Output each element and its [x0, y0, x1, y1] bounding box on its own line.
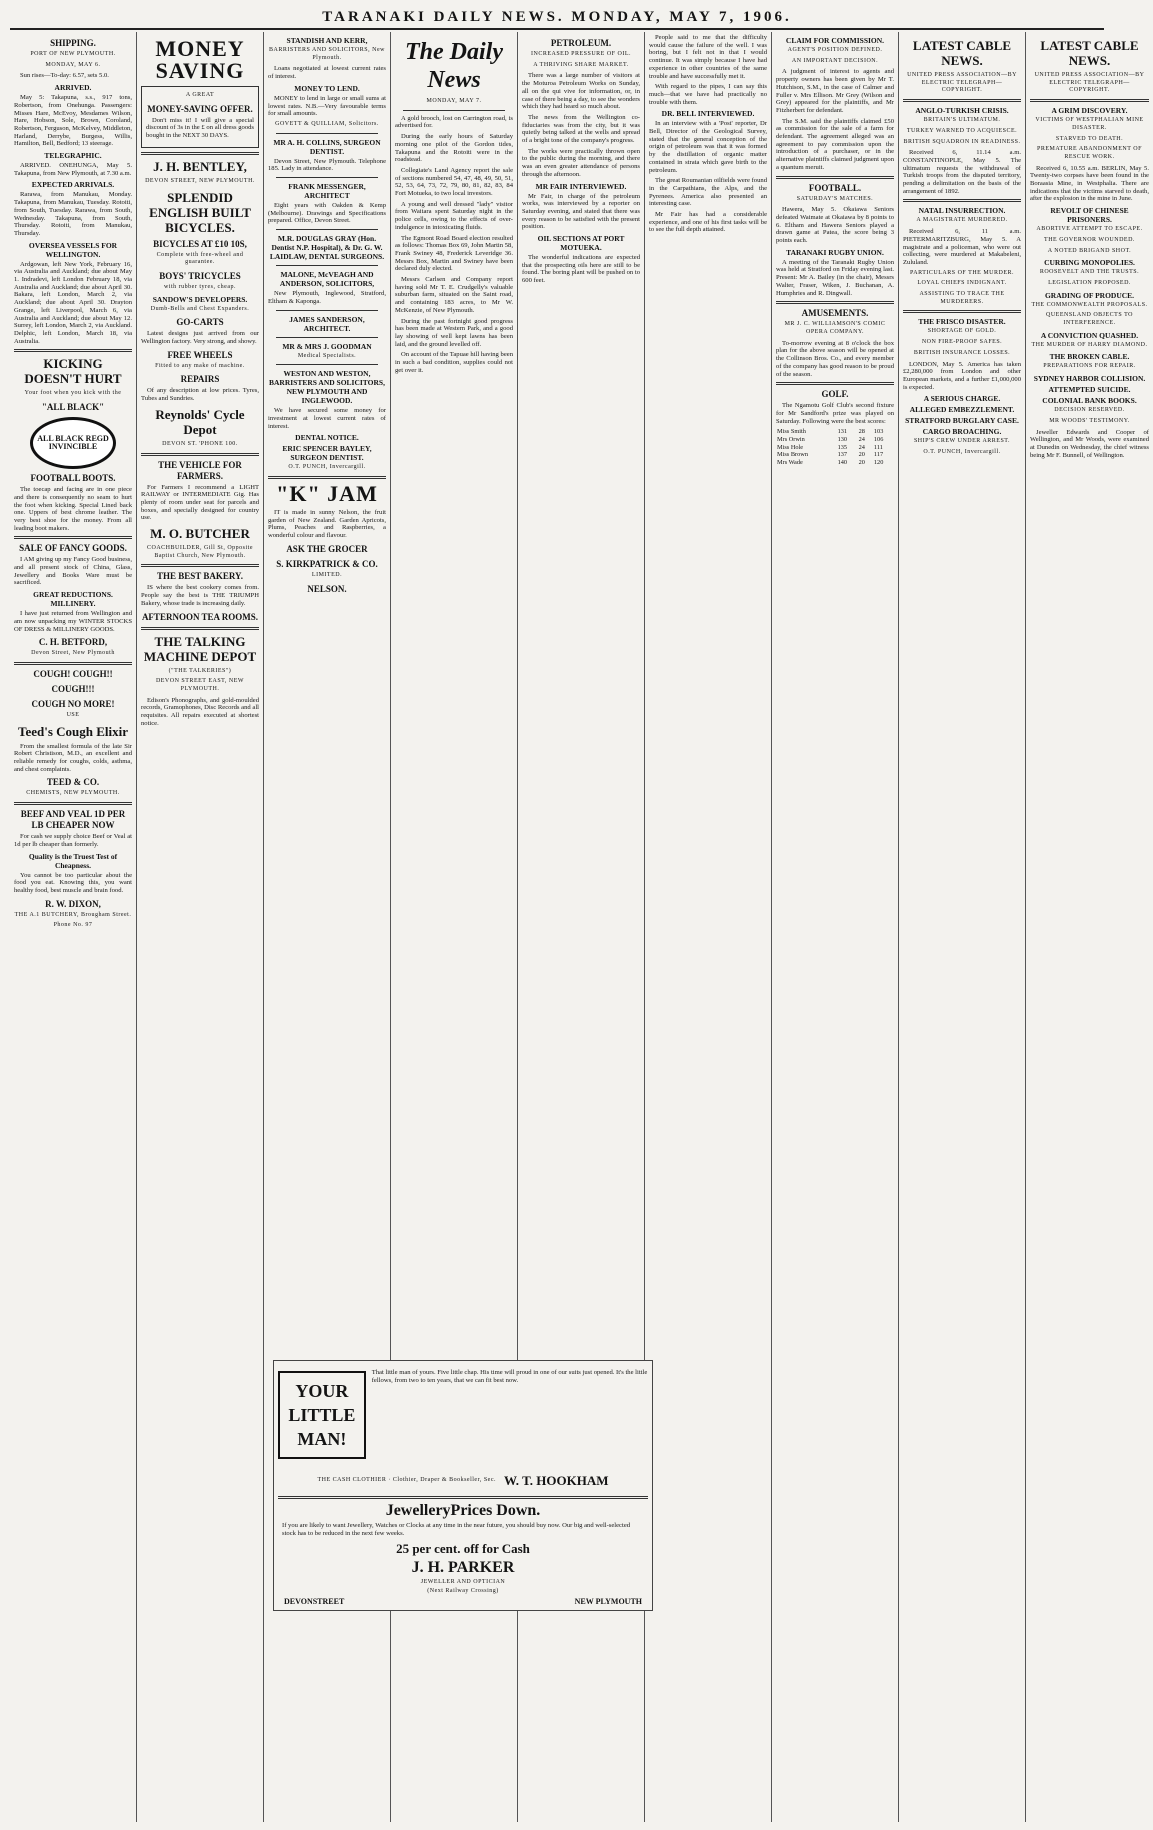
rule: [276, 364, 378, 365]
ships-crew-sub: SHIP'S CREW UNDER ARREST.: [913, 438, 1011, 445]
reynolds-address: DEVON ST. 'PHONE 100.: [162, 440, 238, 447]
all-black-title: "ALL BLACK": [41, 402, 105, 413]
sandow-heading: SANDOW'S DEVELOPERS.: [152, 294, 248, 304]
parker-address: (Next Railway Crossing): [427, 1588, 499, 1595]
offer-heading: MONEY-SAVING OFFER.: [147, 103, 253, 114]
parker-sub: JEWELLER AND OPTICIAN: [420, 1579, 506, 1586]
paragraph: Mr Fair has had a considerable experience, and one of his first tasks will be to see the full depth attained.: [649, 211, 767, 234]
golf-score-hcp: 24: [858, 436, 865, 444]
column-8: [899, 32, 1026, 1822]
golf-score-net: 117: [873, 451, 884, 459]
golf-score-name: Miss Smith: [777, 428, 806, 436]
paragraph: During the past fortnight good progress has been made at Western Park, and a good lay showing of well kept lawns has been laid, and the ground levelled off.: [395, 317, 513, 348]
sanderson-heading: JAMES SANDERSON, ARCHITECT.: [289, 314, 365, 333]
talking-sub: ("THE TALKERIES"): [168, 667, 232, 674]
divider: [903, 199, 1021, 202]
paragraph: The Egmont Road Board election resulted as follows: Thomas Box 69, John Martin 58, Frank Swiney 48, Frederick Leveridge 36. Messrs Box, Martin and Swiney have been declared duly elected.: [395, 234, 513, 273]
claim-sub-2: AN IMPORTANT DECISION.: [791, 57, 879, 64]
paragraph: Mr Fair, in charge of the petroleum works, was interviewed by a reporter on Saturday evening, and stated that there was every reason to be satisfied with the present position.: [522, 192, 640, 231]
loyal-sub: LOYAL CHIEFS INDIGNANT.: [917, 280, 1007, 287]
divider: [776, 382, 894, 385]
divider: [268, 476, 386, 479]
curbing-heading: CURBING MONOPOLIES.: [1044, 258, 1135, 268]
turkey-sub: TURKEY WARNED TO ACQUIESCE.: [906, 127, 1018, 134]
bell-heading: DR. BELL INTERVIEWED.: [661, 109, 755, 119]
collins-heading: MR A. H. COLLINS, SURGEON DENTIST.: [273, 137, 381, 156]
parker-name: J. H. PARKER: [411, 1559, 515, 1577]
messenger-text: Eight years with Oakden & Kemp (Melbourne). Drawings and Specifications prepared. Office, Devon Street.: [268, 202, 386, 225]
kirkpatrick-name: S. KIRKPATRICK & CO.: [276, 558, 378, 569]
douglas-heading: M.R. DOUGLAS GRAY (Hon. Dentist N.P. Hospital), & Dr. G. W. LAIDLAW, DENTAL SURGEONS.: [269, 234, 385, 262]
interview-heading: MR FAIR INTERVIEWED.: [535, 181, 627, 191]
paragraph: The news from the Wellington co-fiduciaries was from the city, but it was quietly being talked at the wells and spread of a bright tone of the company's progress.: [522, 113, 640, 145]
paragraph: Received 6, 10.55 a.m. BERLIN, May 5. Twenty-two corpses have been found in the Boraasia Mine, in Westphalia. There are indications that the victims starved to death, after the explosion in the mine in June.: [1030, 164, 1149, 203]
bicycles-heading: BICYCLES AT £10 10S,: [153, 238, 247, 249]
repairs-heading: REPAIRS: [180, 374, 220, 385]
golf-score-row: [776, 459, 894, 467]
golf-score-net: 106: [873, 436, 884, 444]
oversea-text: Ardgowan, left New York, February 16, via Australia and Auckland; due about May 1. Indradevi, left London February 18, via Australia and Auckland; due about April 30. Bakara, left London, March 2, via Auckland; due about April 30. Drayton Grange, left Liverpool, March 6, via Australia and Auckland; due about May 12. Surrey, left London, March 2, via Auckland. Delphic, left London, March 18, via Australia.: [14, 260, 132, 345]
golf-score-row: [776, 451, 894, 459]
golf-score-row: [776, 444, 894, 452]
paragraph: Received 6, 11.14 a.m. CONSTANTINOPLE, May 5. The ultimatum requests the withdrawal of Turkish troops from the disputed territory, pending a delimitation on the basis of the arrangement of 1892.: [903, 149, 1021, 195]
paragraph: A gold brooch, lost on Carrington road, is advertised for.: [395, 114, 513, 130]
football-boots-text: The toecap and facing are in one piece and there is consequently no seam to hurt the foot when kicking. Special Lined back one. Uppers of best chrome leather. The very best shoe for the money. From all leading boot makers.: [14, 486, 132, 532]
serious-heading: A SERIOUS CHARGE.: [923, 394, 1001, 404]
conviction-heading: A CONVICTION QUASHED.: [1040, 330, 1139, 340]
divider: [14, 802, 132, 805]
great-label: A GREAT: [185, 92, 215, 98]
weston-heading: WESTON AND WESTON, BARRISTERS AND SOLICITORS, NEW PLYMOUTH AND INGLEWOOD.: [269, 369, 385, 406]
standish-heading: STANDISH AND KERR,: [286, 36, 368, 45]
golf-score-name: Miss Hole: [777, 443, 804, 451]
little-man-text: That little man of yours. Five little chap. His time will proud in one of our suits just opened. It's the little fellows, from two to ten years, that we can fit best now.: [371, 1369, 648, 1384]
grim-sub: VICTIMS OF WESTPHALIAN MINE DISASTER.: [1035, 117, 1144, 131]
sandow-sub: Dumb-Bells and Chest Expanders.: [150, 305, 250, 312]
golf-score-hcp: 28: [858, 428, 865, 436]
oversea-heading: OVERSEA VESSELS FOR WELLINGTON.: [28, 240, 118, 259]
cargo-heading: CARGO BROACHING.: [922, 427, 1002, 437]
bentley-address: DEVON STREET, NEW PLYMOUTH.: [145, 177, 255, 184]
cough-line-3: COUGH NO MORE!: [31, 698, 115, 709]
sale-text: I AM giving up my Fancy Good business, and all present stock of China, Glass, Jewellery and Books Ware must be sacrificed.: [14, 556, 132, 587]
paragraph: During the early hours of Saturday morning one pilot of the Gordon tides, Takapuna and the Rotoiti were in the roadstead.: [395, 133, 513, 164]
decision-sub: DECISION RESERVED.: [1054, 407, 1125, 414]
paragraph: The wonderful indications are expected that the prospecting oils here are still to be found. The boring plant will be pushed on to 600 feet.: [522, 254, 640, 285]
sydney-heading: SYDNEY HARBOR COLLISION.: [1033, 374, 1146, 384]
golf-score-hcp: 24: [858, 443, 865, 451]
chinese-sub: ABORTIVE ATTEMPT TO ESCAPE.: [1036, 226, 1143, 233]
frisco-sub-3: BRITISH INSURANCE LOSSES.: [913, 349, 1011, 356]
paragraph: Received 6, 11 a.m. PIETERMARITZBURG, May 5. A magistrate and a policeman, who were out collecting, were murdered at Makabeleni, Zululand.: [903, 228, 1021, 266]
broken-sub: PREPARATIONS FOR REPAIR.: [1043, 363, 1136, 370]
standish-sub: BARRISTERS AND SOLICITORS, New Plymouth.: [269, 47, 385, 61]
paragraph: The Ngamotu Golf Club's second fixture for Mr Sandford's prize was played on Saturday. Following were the best scores:: [776, 402, 894, 425]
teed-co: TEED & CO.: [46, 777, 100, 788]
curbing-sub: ROOSEVELT AND THE TRUSTS.: [1039, 269, 1140, 276]
golf-score-net: 120: [873, 459, 884, 467]
rule: [276, 337, 378, 338]
talking-heading: THE TALKING MACHINE DEPOT: [143, 633, 257, 664]
messenger-heading: FRANK MESSENGER, ARCHITECT: [288, 182, 366, 201]
divider: [278, 1496, 648, 1499]
govett-sub: GOVETT & QUILLIAM, Solicitors.: [275, 120, 379, 127]
grocer-heading: ASK THE GROCER: [286, 543, 368, 554]
kirkpatrick-sub: LIMITED.: [311, 571, 343, 578]
daily-news-date: MONDAY, MAY 7.: [426, 98, 482, 104]
bakery-text: IS where the best cookery comes from. People say the best is THE TRIUMPH Bakery, whose trade is increasing daily.: [141, 584, 259, 607]
divider: [141, 152, 259, 155]
paragraph: The great Roumanian oilfields were found in the Carpathians, the Alps, and the Pyrenees. America also presented an interesting case.: [649, 177, 767, 208]
tricycles-sub: with rubber tyres, cheap.: [164, 283, 236, 290]
malone-heading: MALONE, McVEAGH AND ANDERSON, SOLICITORS,: [279, 270, 375, 289]
starved-sub: STARVED TO DEATH.: [1055, 135, 1124, 142]
golf-score-gross: 140: [837, 459, 848, 467]
weston-text: We have secured some money for investment at lowest current rates of interest.: [268, 407, 386, 430]
offer-text: Don't miss it! I will give a special discount of 3s in the £ on all dress goods bought in the NEXT 30 DAYS.: [146, 116, 254, 140]
jewellery-heading: JewelleryPrices Down.: [385, 1502, 541, 1519]
divider: [14, 536, 132, 539]
rugby-heading: TARANAKI RUGBY UNION.: [786, 247, 884, 257]
golf-score-gross: 131: [837, 428, 848, 436]
money-lend-heading: MONEY TO LEND.: [294, 83, 360, 93]
bakery-heading: THE BEST BAKERY.: [157, 571, 243, 582]
golf-score-net: 111: [873, 443, 883, 451]
amusements-heading: AMUSEMENTS.: [801, 308, 869, 319]
frisco-sub: SHORTAGE OF GOLD.: [927, 328, 997, 335]
vehicle-heading: THE VEHICLE FOR FARMERS.: [158, 459, 242, 481]
divider: [141, 564, 259, 567]
divider: [141, 627, 259, 630]
divider: [903, 310, 1021, 313]
nelson-label: NELSON.: [307, 583, 347, 594]
grim-heading: A GRIM DISCOVERY.: [1051, 106, 1128, 116]
standish-text: Loans negotiated at lowest current rates of interest.: [268, 65, 386, 81]
governor-sub: THE GOVERNOR WOUNDED.: [1044, 236, 1135, 243]
latest-cable-heading-2: LATEST CABLE NEWS.: [1040, 38, 1139, 68]
arrived-heading: ARRIVED.: [54, 83, 92, 93]
shipping-date: MONDAY, MAY 6.: [45, 61, 101, 68]
rule: [276, 265, 378, 266]
press-association: UNITED PRESS ASSOCIATION—BY ELECTRIC TELEGRAPH—COPYRIGHT.: [907, 72, 1017, 94]
bicycles-sub: Complete with free-wheel and guarantee.: [156, 251, 244, 266]
port-line: PORT OF NEW PLYMOUTH.: [30, 51, 116, 57]
divider: [1030, 99, 1149, 102]
particulars-sub: PARTICULARS OF THE MURDER.: [910, 269, 1014, 276]
paragraph: The works were practically thrown open to the public during the morning, and there was an even greater attendance of persons through the afternoon.: [522, 147, 640, 178]
alleged-heading: ALLEGED EMBEZZLEMENT.: [909, 405, 1015, 415]
assisting-sub: ASSISTING TO TRACE THE MURDERERS.: [919, 291, 1005, 305]
golf-score-hcp: 20: [858, 451, 865, 459]
gocarts-text: Latest designs just arrived from our Wellington factory. Very strong, and showy.: [141, 330, 259, 346]
talking-text: Edison's Phonographs, and gold-moulded records, Gramophones, Disc Records and all requisites. All repairs executed at shortest notice.: [141, 696, 259, 727]
discount-heading: 25 per cent. off for Cash: [396, 1541, 530, 1557]
paragraph: There was a large number of visitors at the Moturoa Petroleum Works on Sunday, all on the qui vive for information, or, in case of there being a day, to see the wonders which they had heard so much about.: [522, 72, 640, 111]
expected-heading: EXPECTED ARRIVALS.: [31, 180, 115, 190]
golf-score-gross: 130: [837, 436, 848, 444]
paragraph: Jeweller Edwards and Cooper of Wellington, and Mr Woods, were examined at Dunedin on Wednesday, the chief witness being Mr F. Bunnell, of Wellington.: [1030, 428, 1149, 459]
butcher-sub: COACHBUILDER, Gill St, Opposite Baptist Church, New Plymouth.: [146, 545, 253, 559]
millinery-heading: GREAT REDUCTIONS. MILLINERY.: [33, 590, 113, 609]
punch-sub: O.T. PUNCH, Invercargill.: [288, 464, 366, 471]
money-saving-ad: [141, 86, 259, 148]
golf-score-hcp: 20: [858, 459, 865, 467]
quality-text: You cannot be too particular about the food you eat. Knowing this, you want healthy food, best muscle and brain food.: [14, 871, 132, 894]
beef-heading: BEEF AND VEAL 1D PER LB CHEAPER NOW: [20, 809, 126, 831]
kjam-text: IT is made in sunny Nelson, the fruit garden of New Zealand. Garden Apricots, Plums, Peaches and Raspberries, a wonderful colour and flavour.: [268, 509, 386, 540]
column-6: [645, 32, 772, 1822]
tearooms-heading: AFTERNOON TEA ROOMS.: [141, 611, 259, 622]
expected-text: Rarawa, from Manukau, Monday. Takapuna, from Manukau, Tuesday. Rotoiti, from South, Tuesday. Rarawa, from South, Wednesday. Takapuna, from South, Thursday. Rotoiti, from Manukau, Thursday.: [14, 191, 132, 237]
premature-sub: PREMATURE ABANDONMENT OF RESCUE WORK.: [1037, 146, 1142, 160]
colonial-heading: COLONIAL BANK BOOKS.: [1042, 396, 1137, 406]
rule: [403, 110, 505, 111]
telegraphic-heading: TELEGRAPHIC.: [44, 151, 102, 161]
splendid-heading: SPLENDID ENGLISH BUILT BICYCLES.: [149, 189, 251, 235]
saturday-sub: SATURDAY'S MATCHES.: [796, 195, 874, 202]
paragraph: A judgment of interest to agents and property owners has been given by Mr T. Hutchison, S.M., in the case of Calmer and Fuller v. Mrs Ellison. Mr Grey (Wilson and Grey) appeared for the plaintiffs, and Mr Fitzherbert for defendant.: [776, 68, 894, 114]
football-heading: FOOTBALL.: [808, 182, 862, 193]
attempted-heading: ATTEMPTED SUICIDE.: [1048, 385, 1131, 395]
paragraph: To-morrow evening at 8 o'clock the box plan for the above season will be opened at the Collinson Bros. Co., and every member of the company has good reason to be proud of the season.: [776, 339, 894, 378]
paragraph: On account of the Tapuae hill having been in such a bad condition, supplies could not get over it.: [395, 351, 513, 374]
masthead: TARANAKI DAILY NEWS. MONDAY, MAY 7, 1906.: [10, 6, 1104, 30]
rule: [276, 310, 378, 311]
daily-news-title: The Daily News: [405, 39, 503, 93]
retford-name: C. H. BETFORD,: [38, 637, 108, 648]
butcher-name: M. O. BUTCHER: [150, 526, 250, 542]
tricycles-heading: BOYS' TRICYCLES: [159, 270, 241, 281]
sale-heading: SALE OF FANCY GOODS.: [19, 543, 127, 554]
diamond-sub: THE MURDER OF HARRY DIAMOND.: [1031, 341, 1148, 348]
cough-heading: COUGH! COUGH!!: [33, 668, 113, 679]
dixon-phone: Phone No. 97: [53, 922, 93, 929]
divider: [776, 176, 894, 179]
golf-score-name: Miss Brown: [777, 451, 808, 459]
sharemarket-sub: A THRIVING SHARE MARKET.: [533, 61, 629, 68]
paragraph: LONDON, May 5. America has taken £2,280,000 from London and other European markets, and a further £1,000,000 is expected.: [903, 360, 1021, 391]
frisco-sub-2: NON FIRE-PROOF SAFES.: [921, 339, 1003, 346]
shipping-heading: SHIPPING.: [50, 38, 96, 48]
ultimatum-sub: BRITAIN'S ULTIMATUM.: [923, 117, 1001, 124]
vehicle-text: For Farmers I recommend a LIGHT RAILWAY or INTERMEDIATE Gig. Has plenty of room under seat for parcels and boxes, and specially designed for country use.: [141, 483, 259, 522]
press-association-2: UNITED PRESS ASSOCIATION—BY ELECTRIC TELEGRAPH—COPYRIGHT.: [1034, 72, 1145, 94]
golf-scores-table: [776, 428, 894, 467]
paragraph: Messrs Carlsen and Company report having sold Mr T. E. Crudgelly's valuable suburban farm, situated on the Saint road, and containing 183 acres, to Mr W. McKenzie, of New Plymouth.: [395, 276, 513, 314]
paragraph: People said to me that the difficulty would cause the failure of the well. I was boring, but I felt not in that I would continue. It was simply because I have had experience in other countries of the same trouble and have successfully met it.: [649, 34, 767, 80]
hookham-name: W. T. HOOKHAM: [504, 1473, 609, 1488]
sections-heading: OIL SECTIONS AT PORT MOTUEKA.: [537, 234, 625, 253]
malone-text: New Plymouth, Inglewood, Stratford, Eltham & Kaponga.: [268, 290, 386, 305]
divider: [14, 662, 132, 665]
retford-address: Devon Street, New Plymouth: [31, 650, 115, 657]
latest-cable-heading: LATEST CABLE NEWS.: [912, 38, 1012, 68]
natal-sub: A MAGISTRATE MURDERED.: [916, 217, 1008, 224]
column-2: [137, 32, 264, 1822]
goodman-sub: Medical Specialists.: [297, 352, 357, 359]
dental-notice: DENTAL NOTICE.: [295, 433, 359, 443]
gocarts-heading: GO-CARTS: [176, 317, 224, 328]
telegraphic-text: ARRIVED. ONEHUNGA, May 5. Takapuna, from New Plymouth, at 7.30 a.m.: [14, 162, 132, 177]
football-boots-heading: FOOTBALL BOOTS.: [30, 473, 116, 484]
freewheels-heading: FREE WHEELS: [167, 349, 233, 360]
divider: [14, 349, 132, 352]
all-black-logo: ALL BLACK REGD INVINCIBLE: [30, 417, 116, 469]
paragraph: In an interview with a 'Post' reporter, Dr Bell, Director of the Geological Survey, stated that the general conception of the origin of petroleum was that it was formed by the distillation of organic matter contained in strata which gave birth to the petroleum.: [649, 120, 767, 174]
natal-heading: NATAL INSURRECTION.: [918, 206, 1006, 216]
little-man-ad: YOUR LITTLE MAN!: [278, 1371, 366, 1459]
kicking-heading: KICKING DOESN'T HURT: [24, 356, 122, 387]
devonstreet-label: DEVONSTREET: [284, 1597, 345, 1607]
amusements-sub: MR J. C. WILLIAMSON'S COMIC OPERA COMPANY.: [784, 321, 886, 335]
divider: [141, 453, 259, 456]
golf-score-name: Mrs Orwin: [777, 436, 805, 444]
cough-line-2: COUGH!!!: [51, 683, 95, 694]
freewheels-sub: Fitted to any make of machine.: [155, 362, 245, 369]
golf-score-gross: 137: [837, 451, 848, 459]
golf-score-row: [776, 428, 894, 436]
broken-heading: THE BROKEN CABLE.: [1049, 352, 1130, 362]
paragraph: The S.M. said the plaintiffs claimed £50 as commission for the sale of a farm for defendant. The agreement alleged was an agreement to pay commission upon the introduction of a purchaser, or in the alternative plaintiffs claimed judgment upon a quantum meruit.: [776, 117, 894, 171]
divider: [903, 99, 1021, 102]
talking-address: DEVON STREET EAST, NEW PLYMOUTH.: [155, 678, 245, 692]
bentley-name: J. H. BENTLEY,: [153, 158, 247, 174]
paragraph: With regard to the pipes, I can say this much—that we have had practically no trouble with them.: [649, 83, 767, 106]
claim-heading: CLAIM FOR COMMISSION.: [785, 36, 885, 45]
golf-score-gross: 135: [837, 443, 848, 451]
repairs-text: Of any description at low prices. Tyres, Tubes and Sundries.: [141, 387, 259, 403]
queensland-sub: QUEENSLAND OBJECTS TO INTERFERENCE.: [1046, 312, 1133, 327]
punch-ad: O.T. PUNCH, Invercargill.: [923, 449, 1001, 456]
bottom-ads: [273, 1360, 653, 1611]
dixon-sub: THE A.1 BUTCHERY, Brougham Street.: [14, 911, 132, 918]
column-7: [772, 32, 899, 1822]
golf-score-name: Mrs Wade: [777, 459, 803, 467]
testimony-sub: MR WOODS' TESTIMONY.: [1049, 417, 1130, 424]
money-lend-text: MONEY to lend in large or small sums at lowest rates. N.B.—Very favourable terms for small amounts.: [268, 94, 386, 118]
produce-heading: GRADING OF PRODUCE.: [1044, 290, 1135, 300]
rule: [276, 177, 378, 178]
frisco-heading: THE FRISCO DISASTER.: [918, 317, 1006, 327]
paragraph: Collegiate's Land Agency report the sale of sections numbered 54, 47, 48, 49, 50, 51, 52, 53, 64, 73, 72, 79, 80, 81, 82, 83, 84 Fort Motueka, to two local investors.: [395, 166, 513, 198]
money-saving-heading: MONEY SAVING: [155, 36, 245, 83]
kicking-text: Your foot when you kick with the: [24, 390, 122, 397]
reynolds-heading: Reynolds' Cycle Depot: [155, 406, 245, 437]
goodman-heading: MR & MRS J. GOODMAN: [282, 341, 372, 351]
chinese-heading: REVOLT OF CHINESE PRISONERS.: [1050, 206, 1129, 225]
squadron-sub: BRITISH SQUADRON IN READINESS.: [903, 138, 1021, 145]
newplymouth-label: NEW PLYMOUTH: [574, 1597, 642, 1607]
teeds-title: Teed's Cough Elixir: [17, 723, 129, 739]
claim-sub: AGENT'S POSITION DEFINED.: [787, 47, 883, 53]
golf-score-net: 103: [873, 428, 884, 436]
divider: [776, 301, 894, 304]
produce-sub: THE COMMONWEALTH PROPOSALS.: [1031, 301, 1148, 308]
kjam-heading: "K" JAM: [276, 481, 378, 507]
quality-heading: Quality is the Truest Test of Cheapness.: [28, 851, 118, 870]
rule: [276, 229, 378, 230]
millinery-text: I have just returned from Wellington and am now unpacking my WINTER STOCKS OF DRESS & MILLINERY GOODS.: [14, 610, 132, 633]
paragraph: Hawera, May 5. Okaiawa Seniors defeated Waimate at Okaiawa by 8 points to 6. Eltham and Hawera Seniors played a drawn game at Patea, the score being 3 points each.: [776, 206, 894, 245]
collins-text: Devon Street, New Plymouth. Telephone 185. Lady in attendance.: [268, 157, 386, 173]
golf-score-row: [776, 436, 894, 444]
column-1: [10, 32, 137, 1822]
petroleum-heading: PETROLEUM.: [550, 38, 612, 48]
spencer-heading: ERIC SPENCER BAYLEY, SURGEON DENTIST.: [282, 444, 372, 463]
legislation-sub: LEGISLATION PROPOSED.: [1048, 279, 1131, 286]
dixon-name: R. W. DIXON,: [45, 898, 101, 909]
jewellery-text: If you are likely to want Jewellery, Watches or Clocks at any time in the near future, you should buy now. Our big and well-selected stock has to be reduced in the next few weeks.: [282, 1522, 631, 1537]
paragraph: A young and well dressed "lady" visitor from Waitara spent Saturday night in the police cells, owing to the effects of over-indulgence in intoxicating fluids.: [395, 200, 513, 231]
beef-text: For cash we supply choice Beef or Veal at 1d per lb cheaper than formerly.: [14, 833, 132, 848]
stratford-heading: STRATFORD BURGLARY CASE.: [905, 416, 1019, 426]
crisis-heading: ANGLO-TURKISH CRISIS.: [915, 106, 1009, 116]
arrived-text: May 5: Takapuna, s.s., 917 tons, Robertson, from Onehunga. Passengers: Misses Hare, McEvoy, Mesdames Wilson, Hare, Hobson, Sole, Brown, Coroland, Robertson, Ferguson, McKelvey, Middleton, Harland, Derrybe, Burgess, Willis, Hamilton, Bell, Bedford; 13 steerage.: [14, 94, 132, 148]
sun-times: Sun rises—To-day: 6.57, sets 5.0.: [20, 72, 109, 80]
petroleum-sub: INCREASED PRESSURE OF OIL.: [530, 51, 631, 57]
chemists: CHEMISTS, NEW PLYMOUTH.: [26, 790, 120, 797]
noted-sub: A NOTED BRIGAND SHOT.: [1047, 247, 1132, 254]
paragraph: A meeting of the Taranaki Rugby Union was held at Stratford on Friday evening last. Present: Mr A. Bailey (in the chair), Messrs Walter, Fraser, Wiken, J. Buchanan, A. Humphries and R. Dingwall.: [776, 258, 894, 297]
use-label: USE: [66, 711, 80, 718]
rule: [276, 133, 378, 134]
column-9: [1026, 32, 1153, 1822]
golf-heading: GOLF.: [821, 389, 849, 400]
teeds-text: From the smallest formula of the late Sir Robert Christison, M.D., an excellent and reliable remedy for coughs, colds, asthma, and chest complaints.: [14, 742, 132, 773]
hookham-sub: THE CASH CLOTHIER · Clothier, Draper & Bookseller, Sec.: [317, 1476, 496, 1483]
